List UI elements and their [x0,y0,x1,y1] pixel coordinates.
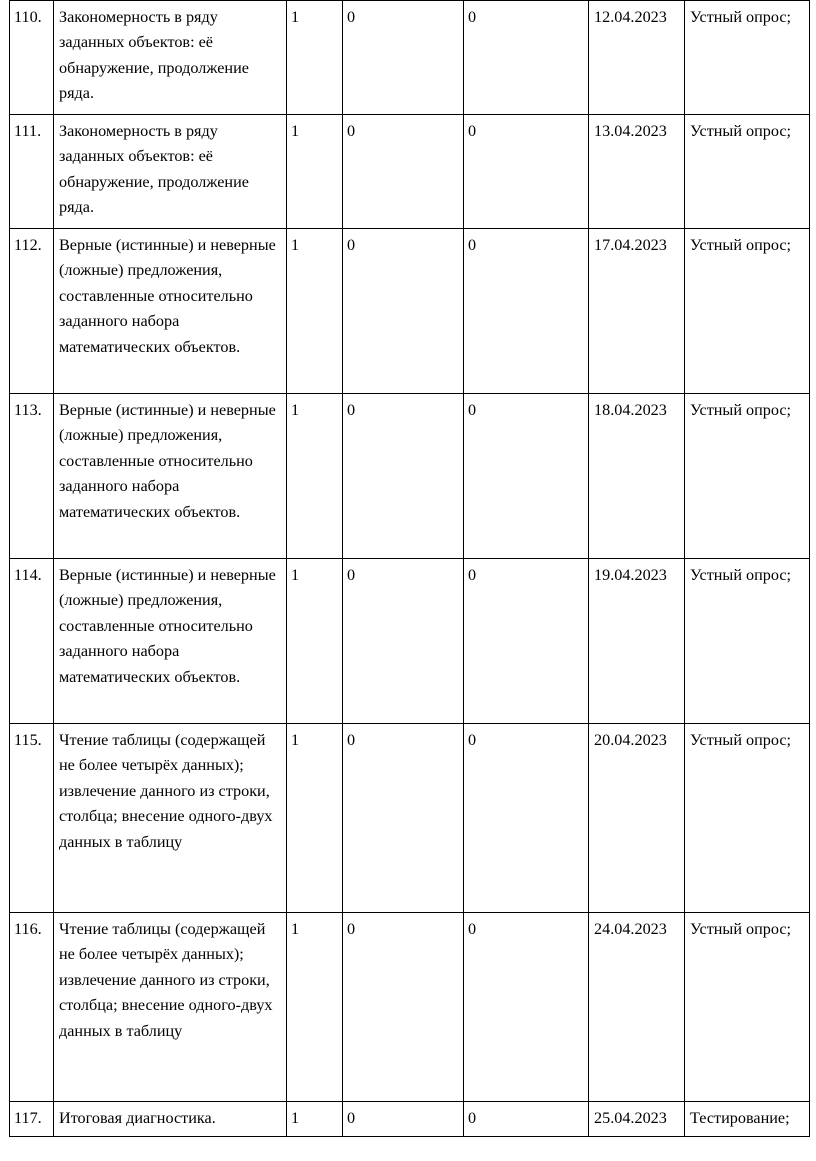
lesson-topic: Верные (истинные) и неверные (ложные) предложения, составленные относительно заданного набора математических объектов. [54,229,287,394]
lesson-practical-work: 0 [464,1102,589,1137]
lesson-topic: Верные (истинные) и неверные (ложные) предложения, составленные относительно заданного набора математических объектов. [54,559,287,724]
lesson-date: 13.04.2023 [589,115,685,229]
lesson-number: 110. [10,1,54,115]
lesson-date: 19.04.2023 [589,559,685,724]
lesson-control-form: Устный опрос; [685,229,810,394]
lesson-control-work: 0 [343,559,464,724]
lesson-hours: 1 [287,559,343,724]
lesson-control-form: Устный опрос; [685,394,810,559]
lesson-control-work: 0 [343,724,464,913]
lesson-topic: Верные (истинные) и неверные (ложные) предложения, составленные относительно заданного набора математических объектов. [54,394,287,559]
table-row [10,724,810,913]
lesson-practical-work: 0 [464,115,589,229]
lesson-number: 114. [10,559,54,724]
lesson-hours: 1 [287,394,343,559]
lesson-control-form: Устный опрос; [685,1,810,115]
table-row [10,115,810,229]
lesson-hours: 1 [287,229,343,394]
lesson-date: 17.04.2023 [589,229,685,394]
lesson-number: 115. [10,724,54,913]
lesson-control-form: Устный опрос; [685,115,810,229]
lesson-date: 20.04.2023 [589,724,685,913]
table-row [10,1,810,115]
lesson-practical-work: 0 [464,1,589,115]
lesson-topic: Закономерность в ряду заданных объектов: её обнаружение, продолжение ряда. [54,115,287,229]
lesson-number: 112. [10,229,54,394]
lesson-number: 113. [10,394,54,559]
lesson-date: 25.04.2023 [589,1102,685,1137]
lesson-practical-work: 0 [464,559,589,724]
lesson-control-work: 0 [343,115,464,229]
lesson-control-work: 0 [343,1102,464,1137]
lesson-practical-work: 0 [464,394,589,559]
table-row [10,394,810,559]
table-row [10,229,810,394]
lesson-date: 18.04.2023 [589,394,685,559]
lesson-number: 111. [10,115,54,229]
lesson-control-form: Устный опрос; [685,724,810,913]
lesson-control-work: 0 [343,394,464,559]
lesson-control-work: 0 [343,913,464,1102]
lesson-topic: Чтение таблицы (содержащей не более четырёх данных); извлечение данного из строки, столбца; внесение одного-двух данных в таблицу [54,913,287,1102]
lesson-topic: Итоговая диагностика. [54,1102,287,1137]
lesson-number: 117. [10,1102,54,1137]
lesson-hours: 1 [287,724,343,913]
lesson-number: 116. [10,913,54,1102]
lesson-hours: 1 [287,1102,343,1137]
lesson-practical-work: 0 [464,913,589,1102]
lesson-date: 12.04.2023 [589,1,685,115]
lesson-topic: Закономерность в ряду заданных объектов: её обнаружение, продолжение ряда. [54,1,287,115]
lesson-control-form: Устный опрос; [685,559,810,724]
lesson-practical-work: 0 [464,724,589,913]
lesson-control-form: Тестирование; [685,1102,810,1137]
lesson-hours: 1 [287,1,343,115]
lesson-topic: Чтение таблицы (содержащей не более четырёх данных); извлечение данного из строки, столбца; внесение одного-двух данных в таблицу [54,724,287,913]
table-row [10,1102,810,1137]
lesson-control-form: Устный опрос; [685,913,810,1102]
lesson-plan-table [9,0,810,1137]
lesson-control-work: 0 [343,229,464,394]
lesson-practical-work: 0 [464,229,589,394]
lesson-date: 24.04.2023 [589,913,685,1102]
table-row [10,559,810,724]
lesson-hours: 1 [287,913,343,1102]
lesson-hours: 1 [287,115,343,229]
table-row [10,913,810,1102]
lesson-control-work: 0 [343,1,464,115]
